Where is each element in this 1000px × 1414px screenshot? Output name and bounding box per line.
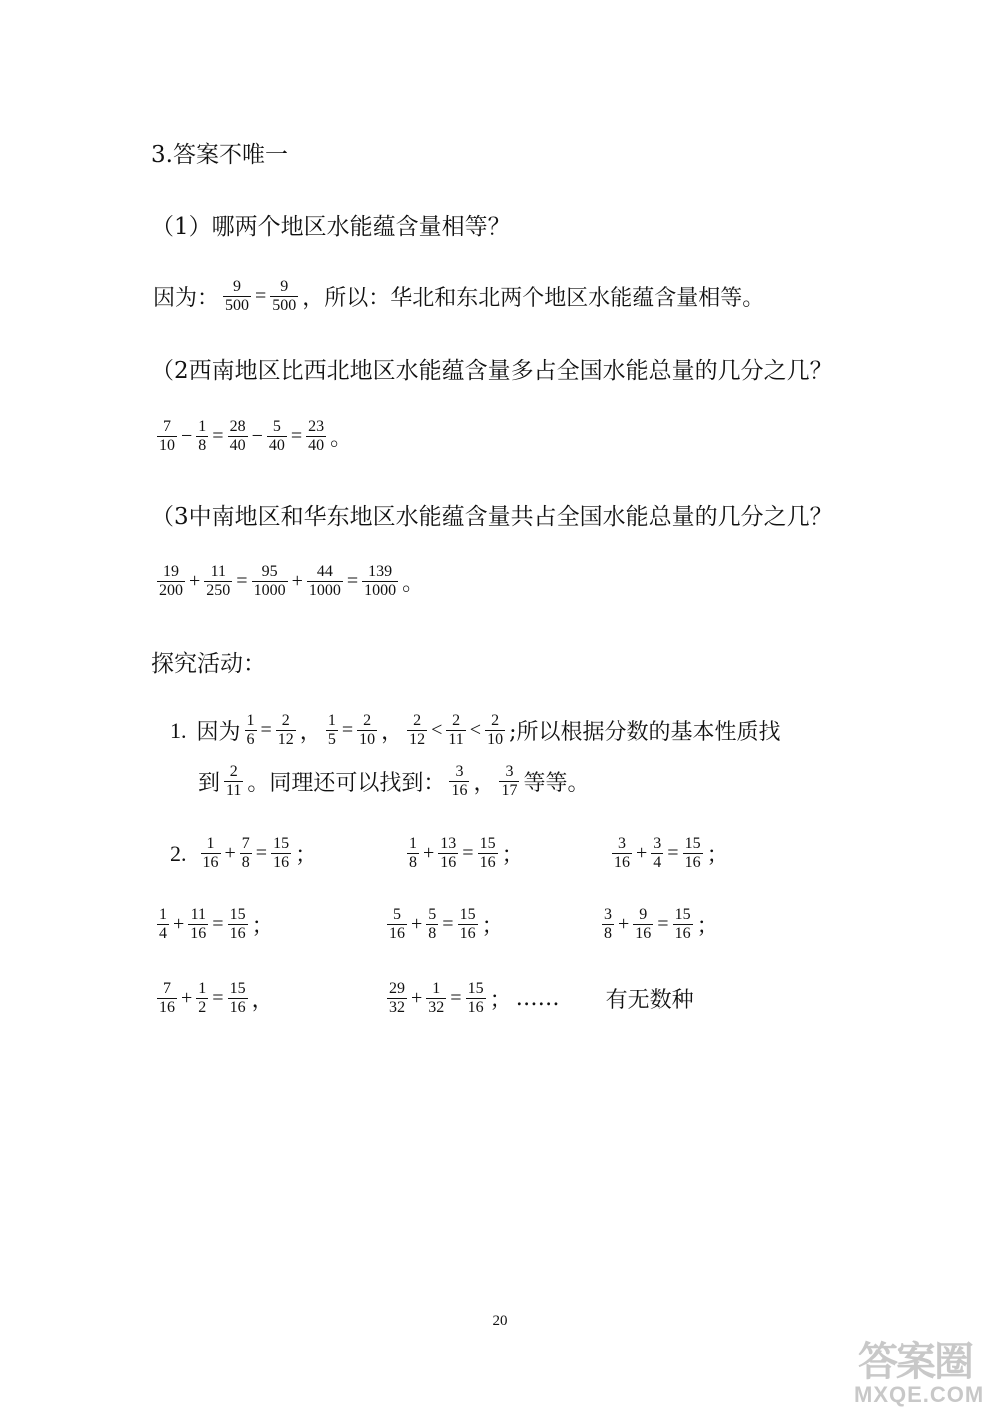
- fraction: $\frac{1}{2}$: [198, 980, 207, 1016]
- answer-1-conclusion: ，所以：华北和东北两个地区水能蕴含量相等。: [302, 286, 765, 311]
- fraction: $\frac{15}{16}$: [229, 906, 246, 942]
- equals-sign: =: [346, 570, 359, 592]
- fraction: $\frac{7}{10}$: [159, 418, 175, 454]
- equals-sign: =: [255, 285, 267, 307]
- answer-2: [155, 418, 354, 455]
- plus-sign: +: [423, 842, 435, 864]
- semicolon: ；: [489, 988, 512, 1013]
- plus-sign: +: [181, 987, 193, 1009]
- equals-sign: =: [212, 425, 224, 447]
- semicolon: ；: [501, 843, 524, 868]
- plus-sign: +: [224, 842, 236, 864]
- fraction: $\frac{3}{17}$: [501, 763, 518, 799]
- equation-8: [385, 980, 696, 1017]
- item-1-line2-end: 等等。: [523, 771, 590, 796]
- fraction: $\frac{1}{4}$: [159, 906, 167, 942]
- fraction: $\frac{1}{8}$: [409, 835, 417, 871]
- question-3: （3中南地区和华东地区水能蕴含量共占全国水能总量的几分之几？: [151, 504, 833, 530]
- fraction: $\frac{5}{8}$: [428, 906, 437, 942]
- equals-sign: =: [442, 913, 454, 935]
- plus-sign: +: [636, 842, 648, 864]
- fraction: $\frac{15}{16}$: [467, 980, 484, 1016]
- fraction: $\frac{1}{32}$: [428, 980, 445, 1016]
- equation-3: [610, 835, 731, 872]
- plus-sign: +: [189, 570, 201, 592]
- fraction: $\frac{3}{16}$: [614, 835, 630, 871]
- because-text: 因为: [196, 720, 241, 745]
- question-2: （2西南地区比西北地区水能蕴含量多占全国水能总量的几分之几？: [151, 358, 833, 384]
- watermark: [852, 1330, 997, 1410]
- fraction: $\frac{11}{16}$: [190, 906, 207, 942]
- equals-sign: =: [657, 913, 669, 935]
- fraction: $\frac{15}{16}$: [684, 835, 701, 871]
- question-1: （1）哪两个地区水能蕴含量相等？: [151, 214, 511, 240]
- item-number: 2.: [170, 840, 187, 866]
- fraction: $\frac{44}{1000}$: [308, 563, 341, 599]
- fraction: $\frac{9}{16}$: [635, 906, 652, 942]
- comma: ，: [251, 988, 274, 1013]
- equals-sign: =: [212, 913, 224, 935]
- fraction: $\frac{2}{10}$: [487, 712, 504, 748]
- fraction: $\frac{3}{4}$: [653, 835, 662, 871]
- watermark-url: MXQE.COM: [854, 1382, 985, 1407]
- equals-sign: =: [462, 842, 474, 864]
- explore-item-1-line-2: [196, 763, 591, 800]
- comma: ，: [381, 720, 404, 745]
- plus-sign: +: [411, 913, 423, 935]
- endnote: 有无数种: [605, 988, 694, 1013]
- period: 。: [402, 571, 425, 596]
- equals-sign: =: [341, 719, 354, 741]
- explore-item-2-row-1: [168, 835, 319, 872]
- semicolon: ；: [295, 843, 318, 868]
- explore-item-1-line-1: [168, 712, 783, 749]
- fraction: $\frac{15}{16}$: [674, 906, 691, 942]
- semicolon: ；: [481, 914, 504, 939]
- watermark-logo-text: 答案圈: [858, 1338, 972, 1385]
- fraction: $\frac{3}{8}$: [604, 906, 612, 942]
- period: 。: [330, 426, 353, 451]
- fraction: $\frac{19}{200}$: [159, 563, 183, 599]
- fraction: $\frac{139}{1000}$: [364, 563, 397, 599]
- equation-4: [155, 906, 276, 943]
- equals-sign: =: [260, 719, 272, 741]
- fraction: $\frac{28}{40}$: [229, 418, 246, 454]
- plus-sign: +: [618, 913, 630, 935]
- plus-sign: +: [173, 913, 185, 935]
- equals-sign: =: [255, 842, 268, 864]
- item-1-line2-start: 到: [198, 771, 221, 796]
- semicolon: ；: [696, 914, 719, 939]
- fraction: $\frac{1}{5}$: [327, 712, 336, 748]
- fraction: $\frac{3}{16}$: [451, 763, 468, 799]
- less-than-sign: <: [431, 719, 443, 741]
- fraction: $\frac{2}{12}$: [277, 712, 294, 748]
- less-than-sign: <: [469, 719, 482, 741]
- fraction: $\frac{23}{40}$: [308, 418, 325, 454]
- fraction: $\frac{2}{12}$: [409, 712, 426, 748]
- fraction: $\frac{1}{8}$: [198, 418, 207, 454]
- item-1-tail: ;所以根据分数的基本性质找: [509, 720, 781, 745]
- semicolon: ；: [251, 914, 274, 939]
- fraction: $\frac{7}{16}$: [159, 980, 175, 1016]
- fraction: $\frac{5}{40}$: [268, 418, 285, 454]
- fraction: $\frac{15}{16}$: [479, 835, 496, 871]
- fraction: $\frac{7}{8}$: [241, 835, 250, 871]
- equals-sign: =: [667, 842, 679, 864]
- fraction: $\frac{9}{500}$: [272, 278, 297, 314]
- fraction: $\frac{1}{6}$: [246, 712, 255, 748]
- equals-sign: =: [290, 425, 303, 447]
- plus-sign: +: [411, 987, 423, 1009]
- fraction: $\frac{11}{250}$: [206, 563, 231, 599]
- fraction: $\frac{95}{1000}$: [253, 563, 286, 599]
- item-1-line2-mid: 。同理还可以找到：: [247, 771, 446, 796]
- section-heading: 3.答案不唯一: [151, 142, 288, 168]
- equation-7: [155, 980, 276, 1017]
- equals-sign: =: [236, 570, 248, 592]
- fraction: $\frac{1}{16}$: [202, 835, 219, 871]
- item-number: 1.: [170, 717, 187, 743]
- comma: ，: [299, 720, 322, 745]
- equation-2: [405, 835, 526, 872]
- fraction: $\frac{15}{16}$: [229, 980, 246, 1016]
- ellipsis: ……: [515, 986, 560, 1011]
- answer-1-prefix: 因为：: [153, 286, 220, 311]
- fraction: $\frac{29}{32}$: [389, 980, 405, 1016]
- fraction: $\frac{9}{500}$: [225, 278, 250, 314]
- answer-1: [151, 278, 766, 315]
- equals-sign: =: [450, 987, 462, 1009]
- fraction: $\frac{5}{16}$: [389, 906, 405, 942]
- page-number: 20: [492, 1313, 508, 1329]
- equation-5: [385, 906, 506, 943]
- plus-sign: +: [291, 570, 303, 592]
- fraction: $\frac{13}{16}$: [440, 835, 457, 871]
- equation-6: [600, 906, 721, 943]
- answer-3: [155, 563, 426, 600]
- fraction: $\frac{2}{10}$: [359, 712, 376, 748]
- fraction: $\frac{2}{11}$: [448, 712, 464, 748]
- fraction: $\frac{2}{11}$: [226, 763, 242, 799]
- comma: ，: [473, 771, 496, 796]
- fraction: $\frac{15}{16}$: [459, 906, 476, 942]
- equals-sign: =: [212, 987, 224, 1009]
- explore-title: 探究活动：: [151, 651, 266, 677]
- fraction: $\frac{15}{16}$: [273, 835, 290, 871]
- minus-sign: −: [251, 425, 263, 447]
- semicolon: ；: [706, 843, 729, 868]
- minus-sign: −: [181, 425, 193, 447]
